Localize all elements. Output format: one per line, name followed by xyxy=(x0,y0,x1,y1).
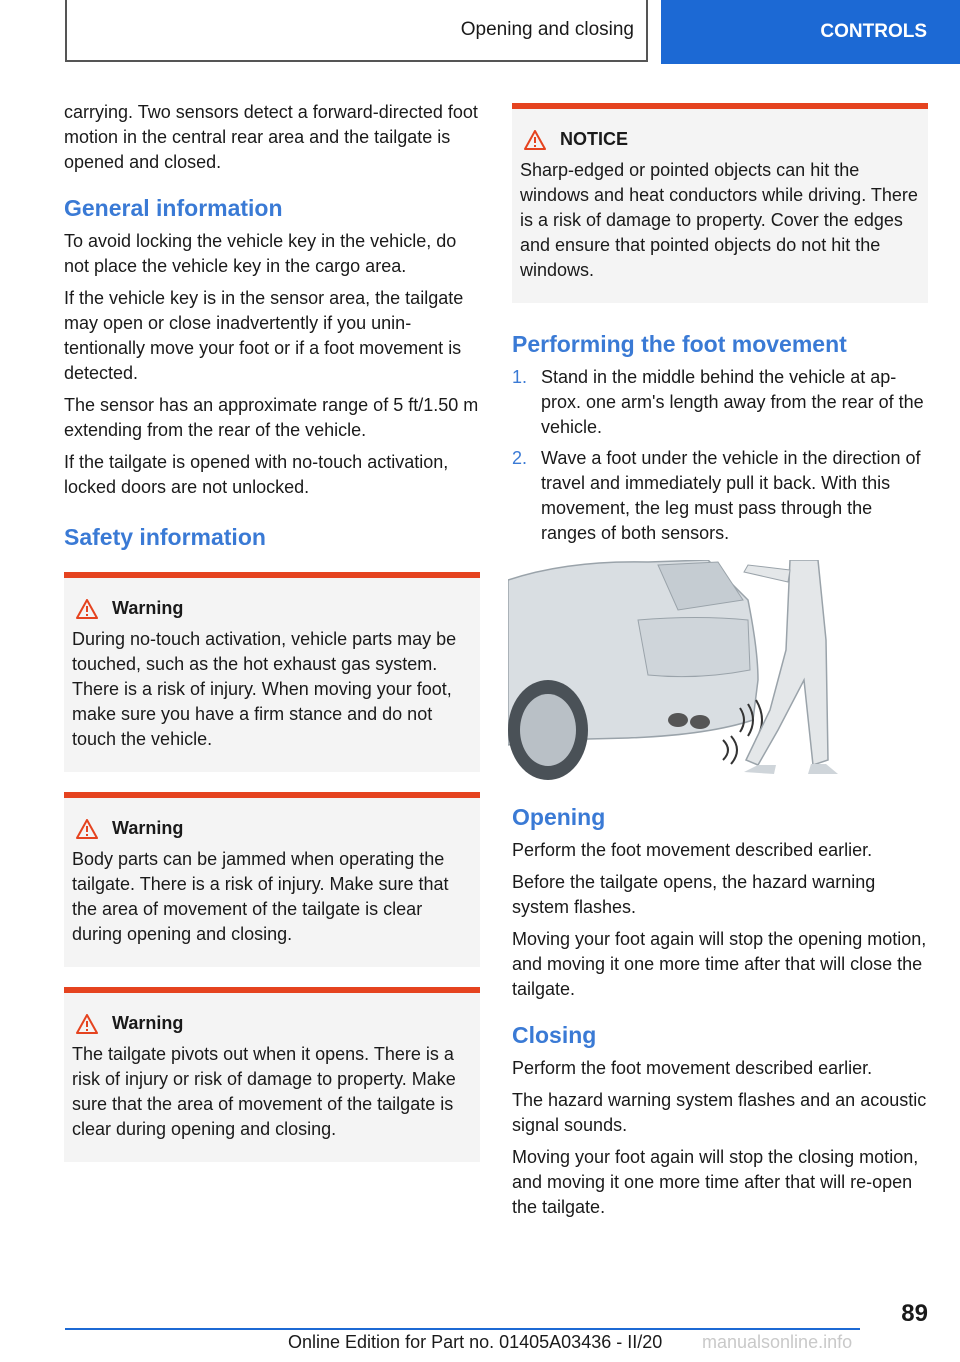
warning-text: During no-touch activation, vehicle parts may be touched, such as the hot exhaust gas system. There is a risk of injury. When moving your foot, make sure you have a firm stance and do not touch the vehicle. xyxy=(72,629,457,749)
foot-movement-heading: Performing the foot movement xyxy=(512,331,847,357)
warning-box xyxy=(64,792,480,967)
warning-triangle-icon xyxy=(76,599,98,619)
general-paragraph: To avoid locking the vehicle key in the vehicle, do not place the vehicle key in the cargo area. xyxy=(64,231,457,276)
notice-box xyxy=(512,103,928,303)
general-paragraph: The sensor has an approximate range of 5 ft/1.50 m extending from the rear of the vehicle. xyxy=(64,395,479,440)
opening-paragraph: Moving your foot again will stop the opening motion, and moving it one more time after that will close the tailgate. xyxy=(512,929,927,999)
intro-paragraph: carrying. Two sensors detect a forward-directed foot motion in the central rear area and the tailgate is opened and closed. xyxy=(64,102,478,172)
foot-movement-illustration xyxy=(508,560,846,780)
notice-title: NOTICE xyxy=(560,129,629,149)
edition-info: Online Edition for Part no. 01405A03436 - II/20 xyxy=(288,1332,663,1352)
notice-text: Sharp-edged or pointed objects can hit the windows and heat conductors while driving. There is a risk of damage to property. Cover the edges and ensure that pointed objects do not hit the windows. xyxy=(520,160,918,280)
general-paragraph: If the vehicle key is in the sensor area, the tailgate may open or close inadvertently if you unintentionally move your foot or if a foot movement is detected. xyxy=(64,288,464,383)
step-number: 1. xyxy=(512,367,528,387)
closing-paragraph: Perform the foot movement described earlier. xyxy=(512,1058,873,1078)
right-column xyxy=(512,100,928,1227)
running-header-section xyxy=(65,0,648,62)
section-title: Opening and closing xyxy=(460,19,634,40)
chapter-tab xyxy=(661,0,960,64)
general-information-heading: General information xyxy=(64,195,283,221)
list-item xyxy=(512,365,928,440)
warning-triangle-icon xyxy=(524,130,546,150)
list-item xyxy=(512,446,928,546)
warning-text: Body parts can be jammed when operating the tailgate. There is a risk of injury. Make sure that the area of movement of the tailgate is clear during opening and closing. xyxy=(72,849,449,944)
warning-title: Warning xyxy=(112,1013,184,1033)
opening-paragraph: Perform the foot movement described earlier. xyxy=(512,840,873,860)
step-number: 2. xyxy=(512,448,528,468)
warning-triangle-icon xyxy=(76,1014,98,1034)
footer-divider xyxy=(65,1328,860,1330)
steps-list xyxy=(512,365,928,546)
general-paragraph: If the tailgate is opened with no-touch activation, locked doors are not unlocked. xyxy=(64,452,449,497)
closing-paragraph: Moving your foot again will stop the closing motion, and moving it one more time after that will re-open the tailgate. xyxy=(512,1147,919,1217)
page-number: 89 xyxy=(901,1300,928,1327)
warning-title: Warning xyxy=(112,598,184,618)
chapter-title: CONTROLS xyxy=(820,21,927,42)
opening-paragraph: Before the tailgate opens, the hazard warning system flashes. xyxy=(512,872,876,917)
opening-heading: Opening xyxy=(512,804,606,830)
watermark: manualsonline.info xyxy=(702,1332,853,1352)
warning-box xyxy=(64,572,480,772)
warning-box xyxy=(64,987,480,1162)
step-text: Stand in the middle behind the vehicle at approx. one arm's length away from the rear of the vehicle. xyxy=(541,367,924,437)
closing-paragraph: The hazard warning system flashes and an acoustic signal sounds. xyxy=(512,1090,927,1135)
closing-heading: Closing xyxy=(512,1022,597,1048)
step-text: Wave a foot under the vehicle in the direction of travel and immediately pull it back. With this movement, the leg must pass through the ranges of both sensors. xyxy=(541,448,921,543)
left-column xyxy=(64,100,480,1174)
warning-title: Warning xyxy=(112,818,184,838)
warning-triangle-icon xyxy=(76,819,98,839)
warning-text: The tailgate pivots out when it opens. There is a risk of injury or risk of damage to property. Make sure that the area of movement of the tailgate is clear during opening and closing. xyxy=(72,1044,456,1139)
safety-information-heading: Safety information xyxy=(64,524,266,550)
